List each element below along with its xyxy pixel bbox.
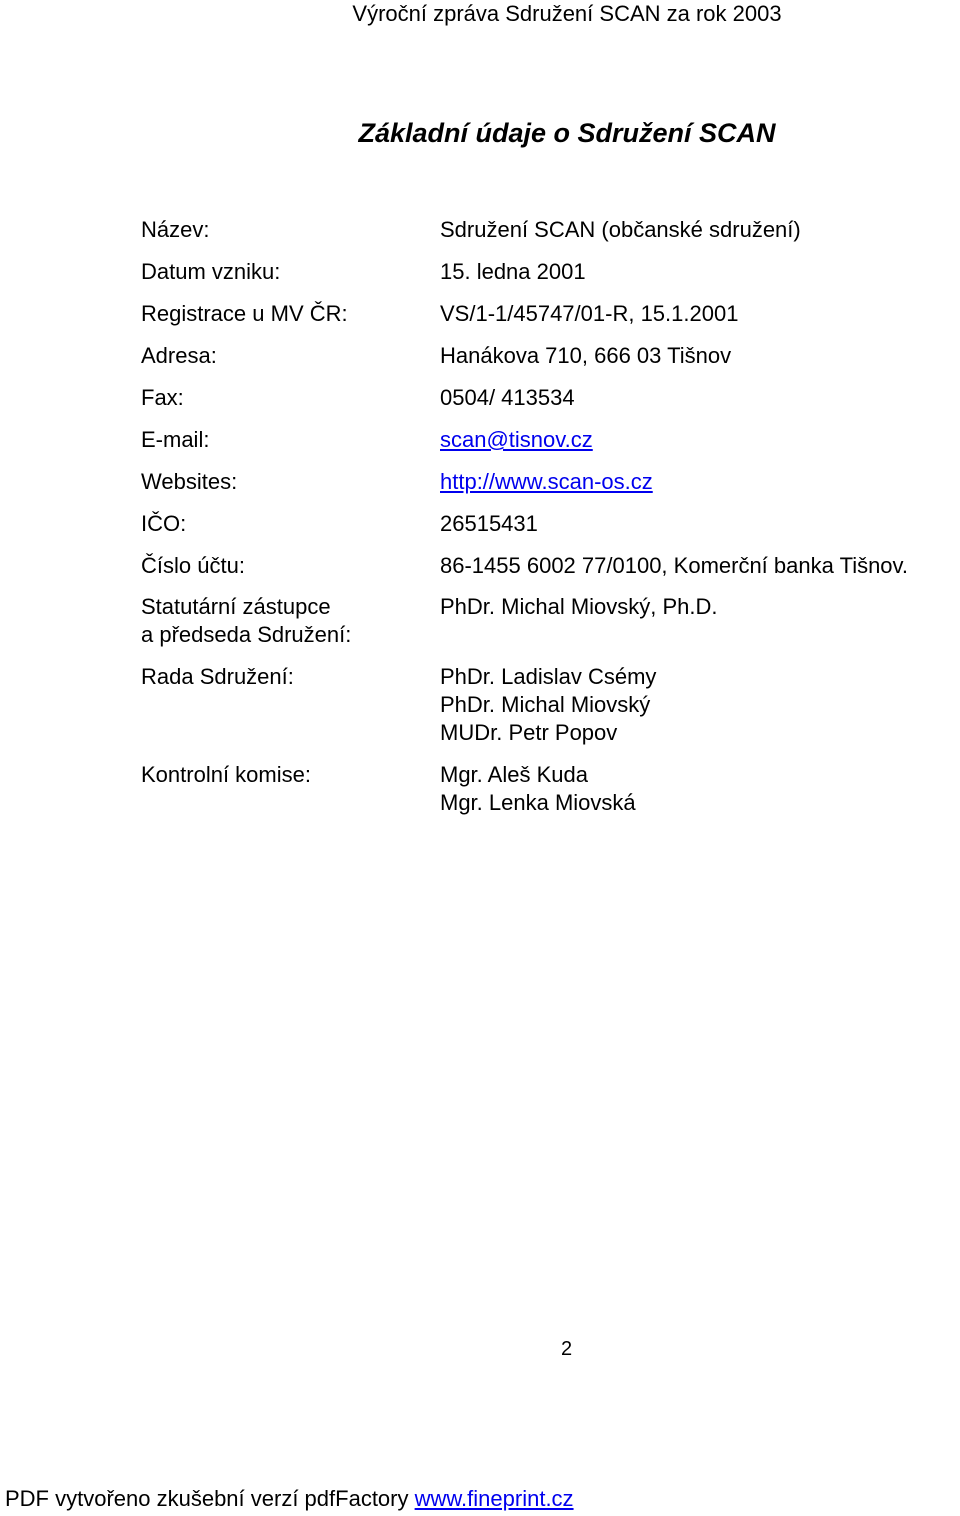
label-websites: Websites: <box>141 469 238 494</box>
value-fax: 0504/ 413534 <box>440 385 575 410</box>
value-cislo-uctu: 86-1455 6002 77/0100, Komerční banka Tišnov. <box>440 553 909 578</box>
label-registrace: Registrace u MV ČR: <box>141 301 348 326</box>
label-datum-vzniku: Datum vzniku: <box>141 259 281 284</box>
label-rada: Rada Sdružení: <box>141 664 294 689</box>
label-email: E-mail: <box>141 427 210 452</box>
rada-member: PhDr. Ladislav Csémy <box>440 664 657 689</box>
label-statutar-line2: a předseda Sdružení: <box>141 622 352 647</box>
value-datum-vzniku: 15. ledna 2001 <box>440 259 586 284</box>
footer-text: PDF vytvořeno zkušební verzí pdfFactory <box>5 1486 415 1511</box>
website-link[interactable]: http://www.scan-os.cz <box>440 469 653 494</box>
label-fax: Fax: <box>141 385 184 410</box>
page-title: Základní údaje o Sdružení SCAN <box>358 118 776 148</box>
email-link[interactable]: scan@tisnov.cz <box>440 427 593 452</box>
label-ico: IČO: <box>141 511 187 536</box>
value-nazev: Sdružení SCAN (občanské sdružení) <box>440 217 801 242</box>
label-cislo-uctu: Číslo účtu: <box>141 553 245 578</box>
kontrolni-member: Mgr. Aleš Kuda <box>440 762 588 787</box>
page-number: 2 <box>561 1338 573 1360</box>
label-adresa: Adresa: <box>141 343 217 368</box>
value-statutar: PhDr. Michal Miovský, Ph.D. <box>440 594 718 619</box>
pdf-footer <box>5 1485 574 1513</box>
running-header: Výroční zpráva Sdružení SCAN za rok 2003 <box>352 1 782 26</box>
value-adresa: Hanákova 710, 666 03 Tišnov <box>440 343 732 368</box>
value-registrace: VS/1-1/45747/01-R, 15.1.2001 <box>440 301 739 326</box>
value-ico: 26515431 <box>440 511 538 536</box>
label-statutar-line1: Statutární zástupce <box>141 594 331 619</box>
kontrolni-member: Mgr. Lenka Miovská <box>440 790 636 815</box>
rada-member: MUDr. Petr Popov <box>440 720 618 745</box>
label-kontrolni-komise: Kontrolní komise: <box>141 762 311 787</box>
label-nazev: Název: <box>141 217 210 242</box>
footer-link[interactable]: www.fineprint.cz <box>414 1486 574 1511</box>
rada-member: PhDr. Michal Miovský <box>440 692 651 717</box>
